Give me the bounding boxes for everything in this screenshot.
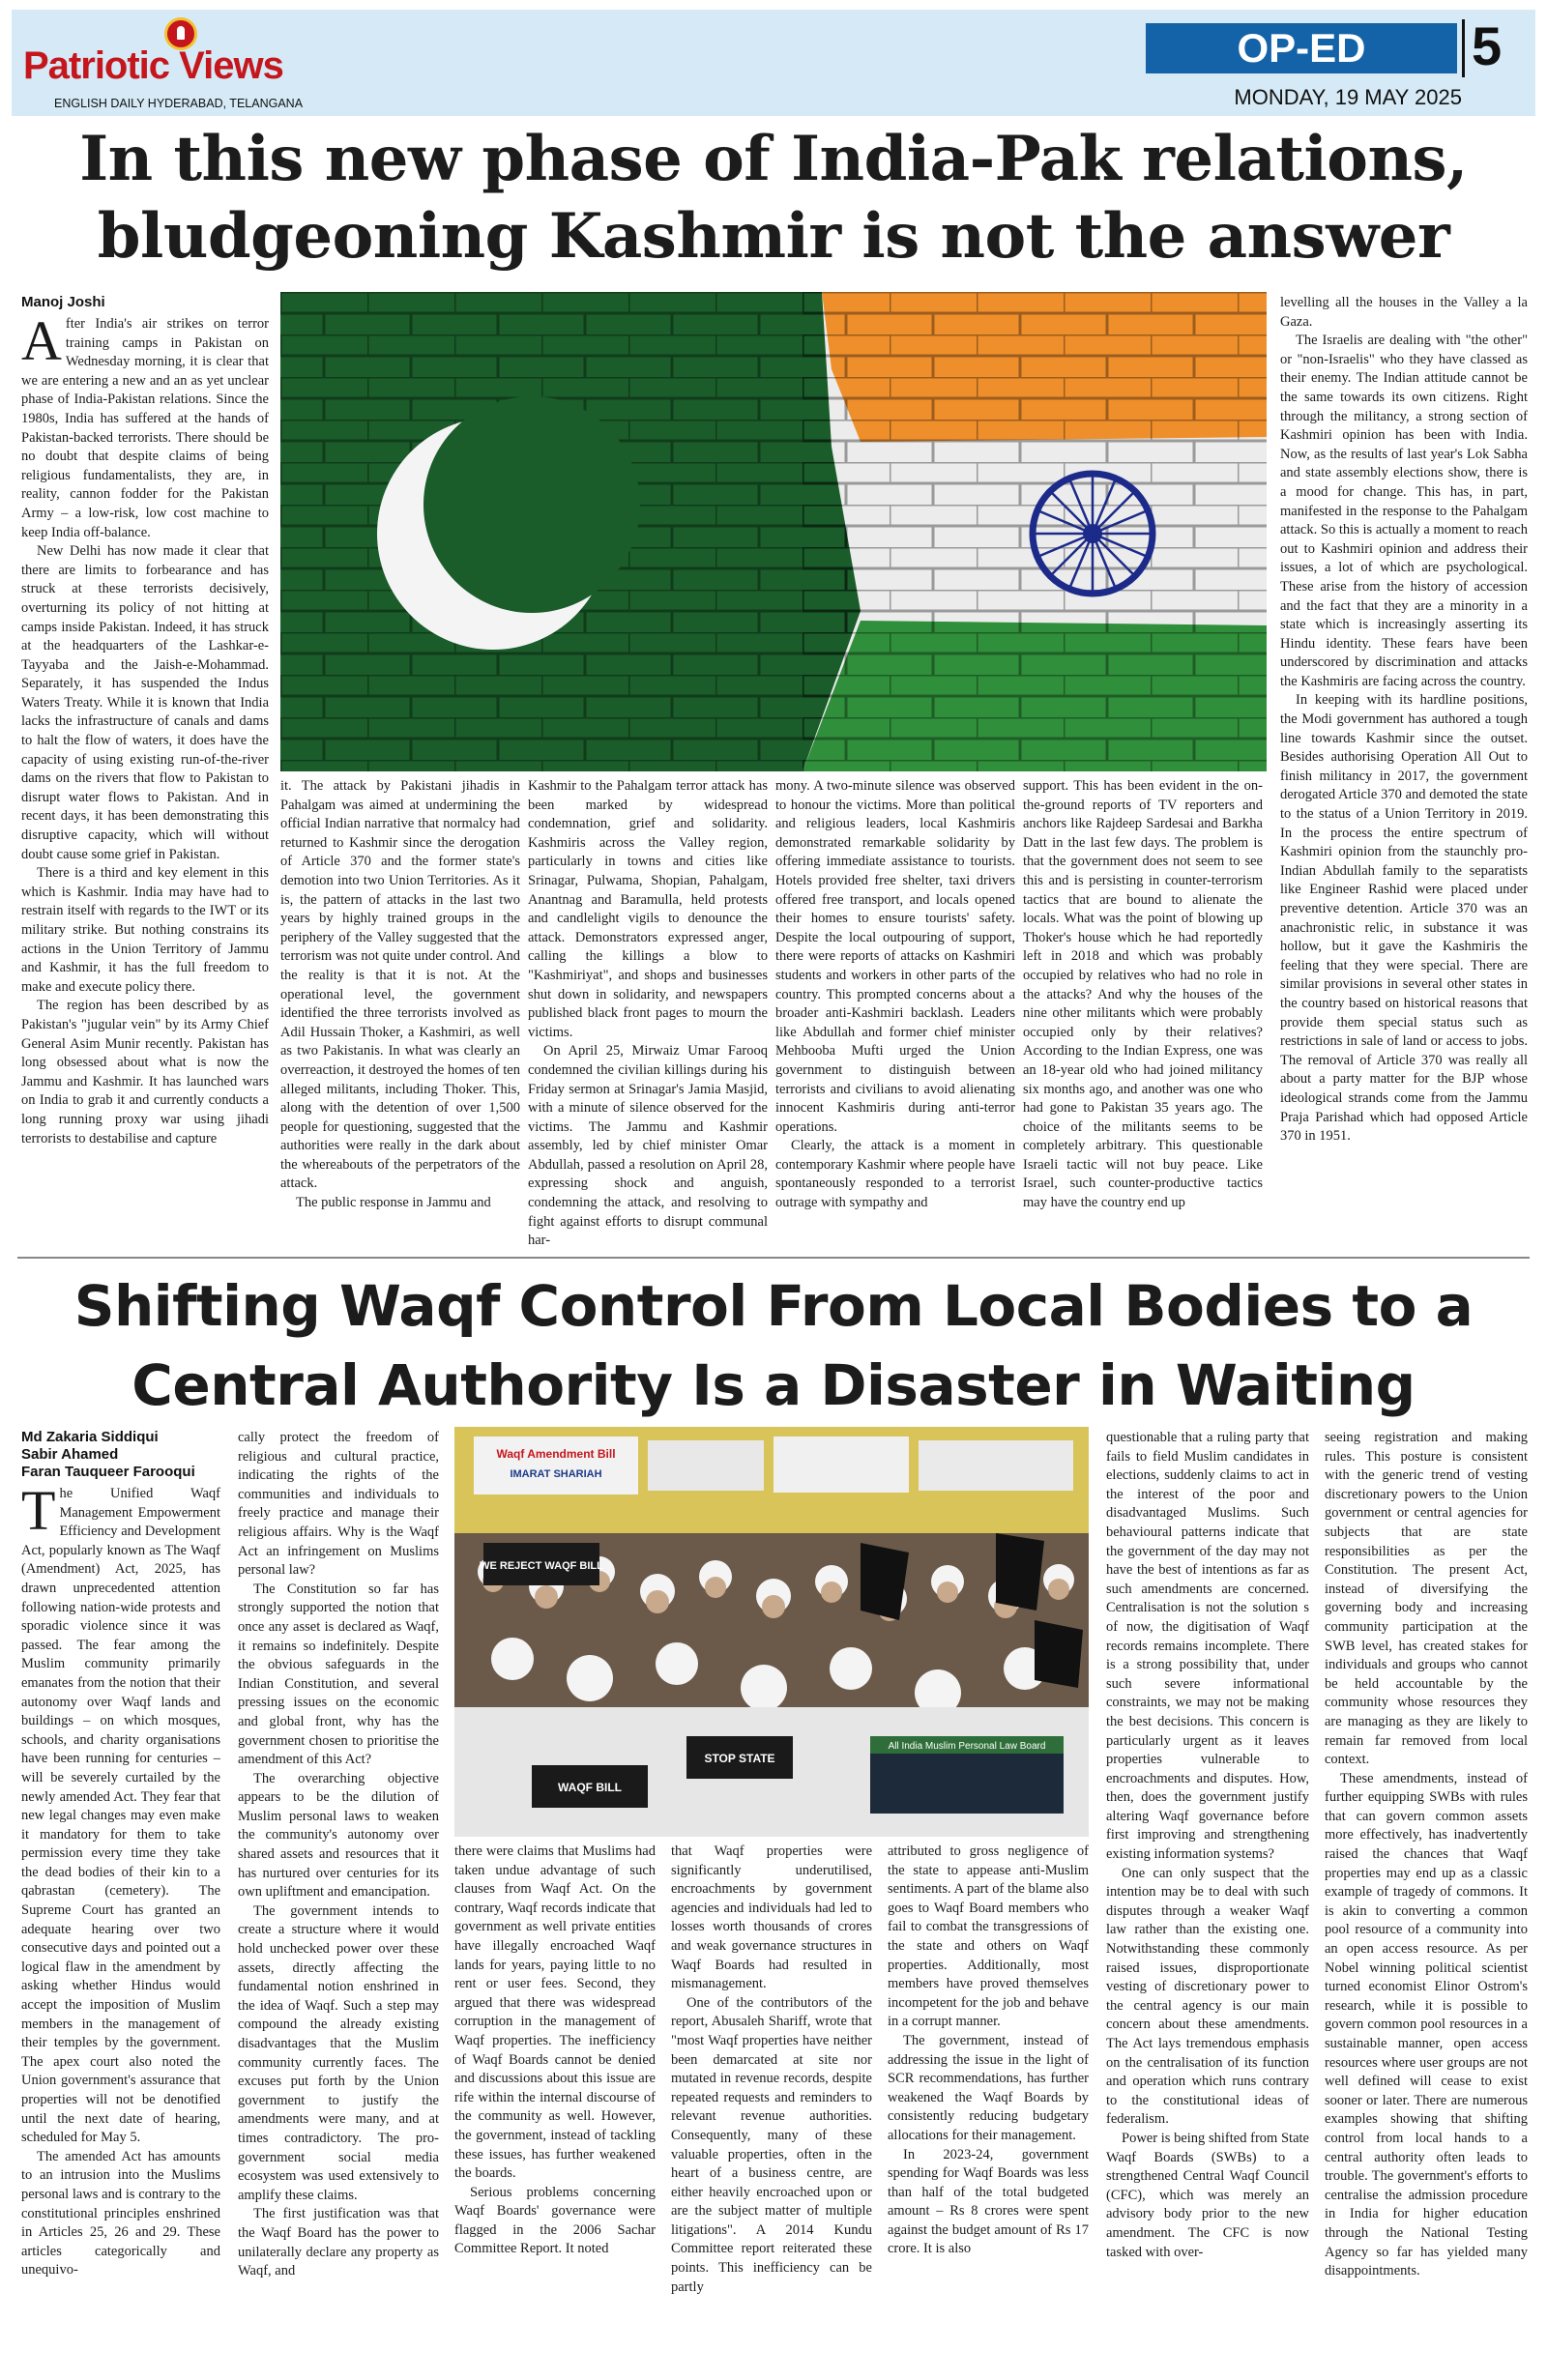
paragraph: questionable that a ruling party that fails to field Muslim candidates in elections, suddenly claims to act in the interest of the poor and disadvantaged Muslims. Such behavioural patterns indicate that the government of the day may not have the best of intentions as far as such amendments are concerned. Centralisation is not the solution s of now, the digitisation of Waqf records remains incomplete. There is a strong possibility that, under such severe informational constraints, we may not be making the best decisions. This concern is particularly urgent as it leaves properties vulnerable to encroachments and disputes. How, then, does the government justify altering Waqf governance before first improving and strengthening existing information systems? bbox=[1106, 1430, 1309, 1863]
paragraph: There is a third and key element in this which is Kashmir. India may have had to restrain itself with regards to the IWT or its military strike. But nothing constrains its actions in the Union Territory of Jammu and Kashmir, it has the full freedom to make and execute policy there. bbox=[21, 865, 269, 995]
paragraph: he Unified Waqf Management Empowerment Efficiency and Development Act, popularly known as The Waqf (Amendment) Act, 2025, has drawn unprecedented attention following nation-wide protests and sporadic violence since it was passed. The fear among the Muslim community primarily emanates from the notion that their autonomy over Waqf lands and buildings – on which mosques, schools, and charity organisations have been running for centuries – will be severely curtailed by the newly amended Act. They fear that new legal changes may even make it mandatory for them to take permission every time they take the dead bodies of their kin to a qabrastan (cemetery). The Supreme Court has granted an adequate hearing over two consecutive days and pointed out a logical flaw in the amendment by asking whether Hindus would accept the imposition of Muslim members in the management of their temples by the government. The apex court also noted the Union government's assurance that properties will not be denotified until the next date of hearing, scheduled for May 5. bbox=[21, 1486, 220, 2146]
flag-wall-illustration bbox=[280, 292, 1267, 771]
paragraph: New Delhi has now made it clear that there are limits to forbearance and has struck at these terrorists decisively, overturning its policy of not hitting at camps inside Pakistan. Indeed, it has struck at the headquarters of the Lashkar-e-Tayyaba and the Jaish-e-Mohammad. Separately, it has suspended the Indus Waters Treaty. While it is known that India lacks the infrastructure of canals and dams to halt the flow of waters, it does have the capacity of using existing run-of-the-river dams on the rivers that flow to Pakistan to disrupt water flows to Pakistan. And in recent days, it has been demonstrating this disruptive capacity, which will without doubt cause some grief in Pakistan. bbox=[21, 543, 269, 862]
india-pakistan-flag-photo bbox=[280, 292, 1267, 771]
headline-line: Central Authority Is a Disaster in Waiting bbox=[131, 1352, 1416, 1418]
dropcap: T bbox=[21, 1479, 56, 1542]
paragraph: On April 25, Mirwaiz Umar Farooq condemned the civilian killings during his Friday sermon at Srinagar's Jamia Masjid, with a minute of silence observed for the victims. The Jammu and Kashmir assembly, led by chief minister Omar Abdullah, passed a resolution on April 28, expressing shock and anguish, condemning the attack, and resolving to fight against efforts to disrupt communal har- bbox=[528, 1043, 768, 1249]
paragraph: mony. A two-minute silence was observed to honour the victims. More than political and religious leaders, local Kashmiris demonstrated remarkable solidarity by offering immediate assistance to tourists. Hotels provided free shelter, taxi drivers offered free transport, and locals opened their homes to ensure tourists' safety. Despite the local outpouring of support, there were reports of attacks on Kashmiri students and workers in other parts of the country. This prompted concerns about a broader anti-Kashmiri backlash. Leaders like Abdullah and former chief minister Mehbooba Mufti urged the Union government to distinguish between terrorists and civilians to avoid alienating innocent Kashmiris during anti-terror operations. bbox=[775, 778, 1015, 1135]
protest-sign-text: WE REJECT WAQF BILL bbox=[480, 1560, 603, 1572]
paragraph: The region has been described by as Pakistan's "jugular vein" by its Army Chief General Asim Munir recently. Pakistan has long obsessed about what is now the Jammu and Kashmir. It has launched wars on India to grab it and currently conducts a long running proxy war using jihadi terrorists to destabilise and capture bbox=[21, 998, 269, 1146]
byline: Manoj Joshi bbox=[21, 294, 105, 310]
article1-headline bbox=[19, 121, 1528, 276]
paragraph: One can only suspect that the intention may be to deal with such disputes through a weaker Waqf law rather than the existing one. Notwithstanding these commonly raised issues, disproportionate vesting of discretionary power to the central agency is our main concern about these amendments. The Act lays tremendous emphasis on the centralisation of its function and operation which runs contrary to the constitutional ideas of federalism. bbox=[1106, 1865, 1309, 2128]
paragraph: levelling all the houses in the Valley a la Gaza. bbox=[1280, 295, 1528, 330]
paragraph: The amended Act has amounts to an intrusion into the Muslims personal laws and is contrary to the constitutional principles enshrined in Articles 25, 26 and 29. These articles categorically and unequivo- bbox=[21, 2148, 220, 2278]
paragraph: Kashmir to the Pahalgam terror attack has been marked by widespread condemnation, grief and solidarity. Kashmiris across the Valley region, particularly in towns and cities like Srinagar, Pulwama, Shopian, Pahalgam, Anantnag and Baramulla, held protests and candlelight vigils to denounce the attack. Demonstrators expressed anger, calling the killings a blow to "Kashmiriyat", and shops and businesses shut down in solidarity, and newspapers published black front pages to mourn the victims. bbox=[528, 778, 768, 1040]
article1-column-3 bbox=[528, 777, 768, 1257]
headline-line: In this new phase of India-Pak relations, bbox=[79, 123, 1468, 195]
article2-headline bbox=[10, 1266, 1537, 1425]
paragraph: Power is being shifted from State Waqf Boards (SWBs) to a strengthened Central Waqf Council (CFC), which was merely an advisory body prior to the new amendment. The CFC is now tasked with over- bbox=[1106, 2130, 1309, 2260]
byline: Faran Tauqueer Farooqui bbox=[21, 1464, 195, 1480]
paragraph: The overarching objective appears to be the dilution of Muslim personal laws to weaken the community's autonomy over shared assets and resources that it has nurtured over centuries for its own upliftment and emancipation. bbox=[238, 1770, 439, 1901]
paragraph: The government, instead of addressing the issue in the light of SCR recommendations, has further weakened the Waqf Boards by consistently reducing budgetary allocations for their management. bbox=[888, 2032, 1089, 2143]
protest-sign-text: STOP STATE bbox=[704, 1752, 775, 1765]
paragraph: that Waqf properties were significantly underutilised, encroachments by government agencies and individuals had led to losses worth thousands of crores and weak governance structures in Waqf Boards had resulted in mismanagement. bbox=[671, 1843, 872, 1992]
paragraph: These amendments, instead of further equipping SWBs with rules that can govern common assets more effectively, has inadvertently raised the chances that Waqf properties may end up as a classic example of tragedy of commons. It is akin to converting a common pool resource of a community into an open access resource. As per Nobel winning political scientist turned economist Elinor Ostrom's research, while it is possible to govern common pool resources in a sustainable manner, open access resources where user groups are not well defined will cease to exist sooner or later. There are numerous examples showing that shifting control from local hands to a central authority often leads to trouble. The government's efforts to centralise the admission procedure in India for higher education through the National Testing Agency so far has yielded many disappointments. bbox=[1325, 1770, 1528, 2279]
article1-column-4 bbox=[775, 777, 1015, 1257]
byline: Md Zakaria Siddiqui bbox=[21, 1429, 159, 1445]
page-number: 5 bbox=[1472, 15, 1503, 76]
divider bbox=[1462, 19, 1465, 77]
article1-column-1 bbox=[21, 294, 269, 1257]
paragraph: seeing registration and making rules. This posture is consistent with the generic trend of vesting discretionary powers to the Union government or central agencies for subjects that are state responsibilities as per the Constitution. The present Act, instead of diversifying the governing body and increasing community participation at the SWB level, has created stakes for individuals and groups who cannot be held accountable by the community whose resources they are managing as they are likely to remain far removed from local context. bbox=[1325, 1430, 1528, 1768]
article1-column-6 bbox=[1280, 294, 1528, 1257]
paragraph: The first justification was that the Waqf Board has the power to unilaterally declare any property as Waqf, and bbox=[238, 2206, 439, 2279]
waqf-protest-photo bbox=[454, 1427, 1089, 1837]
issue-date: MONDAY, 19 MAY 2025 bbox=[1234, 85, 1462, 109]
article2-column-3 bbox=[454, 1843, 656, 2376]
paragraph: Clearly, the attack is a moment in contemporary Kashmir where people have spontaneously responded to a terrorist outrage with sympathy and bbox=[775, 1138, 1015, 1211]
article2-column-5 bbox=[1106, 1429, 1309, 2376]
headline-line: bludgeoning Kashmir is not the answer bbox=[97, 200, 1450, 273]
article2-column-6 bbox=[1325, 1429, 1528, 2376]
article2-column-4 bbox=[671, 1843, 872, 2376]
dropcap: A bbox=[21, 309, 62, 372]
paragraph: One of the contributors of the report, Abusaleh Shariff, wrote that "most Waqf properties have neither been demarcated at site nor mutated in revenue records, despite repeated requests and reminders to relevant revenue authorities. Consequently, many of these valuable properties, often in the heart of a business centre, are either heavily encroached upon or are the subject matter of multiple litigations". A 2014 Kundu Committee report reiterated these points. This inefficiency can be partly bbox=[671, 1994, 872, 2295]
paragraph: there were claims that Muslims had taken undue advantage of such clauses from Waqf Act. On the contrary, Waqf records indicate that government as well private entities have illegally encroached Waqf lands for years, paying little to no rent or user fees. Second, they argued that there was widespread corruption in the management of Waqf properties. The inefficiency of Waqf Boards cannot be denied and discussions about this issue are rife within the internal discourse of the community as well. However, the government, instead of tackling these issues, has further weakened the boards. bbox=[454, 1843, 656, 2182]
banner-text: Waqf Amendment Bill bbox=[496, 1447, 616, 1461]
section-label: OP-ED bbox=[1146, 23, 1457, 73]
article2-column-1 bbox=[21, 1429, 220, 2376]
paragraph: In keeping with its hardline positions, the Modi government has authored a tough line towards Kashmir since the outset. Besides authorising Operation All Out to finish militancy in 2017, the government derogated Article 370 and demoted the state to the status of a Union Territory in 2019. In the process the entire spectrum of Kashmiri opinion from the staunchly pro-Indian Abdullah family to the separatists like Engineer Rashid were placed under preventive detention. Article 370 was an anachronistic relic, in substance it was hollow, but it gave the Kashmiris the feeling that they were special. There are similar provisions in several other states in the country based on historical reasons that provide them special status such as restrictions in sale of land or access to jobs. The removal of Article 370 was really all about a party matter for the BJP whose ideological strands come from the Jammu Praja Parishad which had opposed Article 370 in 1951. bbox=[1280, 692, 1528, 1145]
article1-column-5 bbox=[1023, 777, 1263, 1257]
paragraph: The government intends to create a structure where it would hold unchecked power over these assets, directly affecting the fundamental notion enshrined in the idea of Waqf. Such a step may compound the already existing disadvantages that the Muslim community currently faces. The excuses put forth by the Union government to justify the amendments were many, and at times contradictory. The pro-government social media ecosystem was used extensively to amplify these claims. bbox=[238, 1902, 439, 2203]
newspaper-logo[interactable]: Patriotic Views bbox=[23, 44, 283, 87]
paragraph: In 2023-24, government spending for Waqf Boards was less than half of the total budgeted amount – Rs 8 crores were spent against the budget amount of Rs 17 crore. It is also bbox=[888, 2146, 1089, 2257]
paragraph: attributed to gross negligence of the state to appease anti-Muslim sentiments. A part of the blame also goes to Waqf Board members who fail to combat the transgressions of the state and others on Waqf properties. Additionally, most members have proved themselves incompetent for the job and behave in a corrupt manner. bbox=[888, 1843, 1089, 2030]
newspaper-subtitle: ENGLISH DAILY HYDERABAD, TELANGANA bbox=[54, 97, 304, 110]
article2-column-2 bbox=[238, 1429, 439, 2376]
paragraph: fter India's air strikes on terror training camps in Pakistan on Wednesday morning, it is clear that we are entering a new and an as yet unclear phase of India-Pakistan relations. Since the 1980s, India has suffered at the hands of Pakistan-backed terrorists. There should be no doubt that despite claims of being religious fundamentalists, they are, in reality, cannon fodder for the Pakistan Army – a low-risk, low cost machine to keep India off-balance. bbox=[21, 316, 269, 540]
article1-column-2 bbox=[280, 777, 520, 1257]
paragraph: The Constitution so far has strongly supported the notion that once any asset is declared as Waqf, it remains so indefinitely. Despite the obvious safeguards in the Indian Constitution, and several pressing issues on the economic and global front, why has the government chosen to prioritise the amendment of this Act? bbox=[238, 1581, 439, 1768]
paragraph: Serious problems concerning Waqf Boards' governance were flagged in the 2006 Sachar Committee Report. It noted bbox=[454, 2184, 656, 2257]
protest-crowd-illustration bbox=[454, 1427, 1089, 1837]
paragraph: The Israelis are dealing with "the other" or "non-Israelis" who they have classed as their enemy. The Indian attitude cannot be the same towards its own citizens. Right through the militancy, a strong section of Kashmiri opinion has been with India. Now, as the results of last year's Lok Sabha and state assembly elections show, there is a mood for change. This has, in part, manifested in the response to the Pahalgam attack. So this is actually a moment to reach out to Kashmiri opinion and address their issues, a lot of which are psychological. These arise from the history of accession and the fact that they are a minority in a state which is increasingly asserting its Hindu identity. These fears have been underscored by discrimination and attacks the Kashmiris are facing across the country. bbox=[1280, 333, 1528, 689]
headline-line: Shifting Waqf Control From Local Bodies to a bbox=[73, 1273, 1474, 1339]
section-divider bbox=[17, 1257, 1530, 1259]
byline: Sabir Ahamed bbox=[21, 1446, 119, 1463]
article2-column-5b bbox=[888, 1843, 1089, 2376]
paragraph: it. The attack by Pakistani jihadis in Pahalgam was aimed at undermining the official Indian narrative that normalcy had returned to Kashmir since the derogation of Article 370 and the former state's demotion into two Union Territories. As it is, the pattern of attacks in the last two years by highly trained groups in the periphery of the Valley suggested that the terrorism was not quite under control. And the reality is that it is not. At the operational level, the government identified the three terrorists involved as Adil Hussain Thoker, a Kashmiri, as well as two Pakistanis. In what was clearly an overreaction, it destroyed the homes of ten alleged militants, including Thoker. This, along with the detention of over 1,500 people for questioning, suggested that the authorities were really in the dark about the whereabouts of the perpetrators of the attack. bbox=[280, 778, 520, 1192]
paragraph: cally protect the freedom of religious and cultural practice, indicating the rights of the communities and individuals to freely practice and manage their religious affairs. Why is the Waqf Act an infringement on Muslims personal law? bbox=[238, 1430, 439, 1579]
paragraph: The public response in Jammu and bbox=[296, 1195, 491, 1211]
protest-sign-text: WAQF BILL bbox=[558, 1781, 622, 1794]
protest-sign-text: All India Muslim Personal Law Board bbox=[888, 1741, 1046, 1752]
paragraph: support. This has been evident in the on-the-ground reports of TV reporters and anchors like Rajdeep Sardesai and Barkha Datt in the last few days. The problem is that the government does not seem to see this and is persisting in counter-terrorism tactics that are bound to alienate the locals. What was the point of blowing up Thoker's house which he had reportedly left in 2018 and which was probably occupied by relatives who had no role in the attacks? And why the houses of the nine other militants which were probably occupied only by their relatives? According to the Indian Express, one was an 18-year old who had joined militancy six months ago, and another was one who had gone to Pakistan 35 years ago. The choice of the militants seems to be completely arbitrary. This questionable Israeli tactic will not buy peace. Like Israel, such counter-productive tactics may have the country end up bbox=[1023, 778, 1263, 1211]
banner-text: IMARAT SHARIAH bbox=[510, 1468, 602, 1480]
